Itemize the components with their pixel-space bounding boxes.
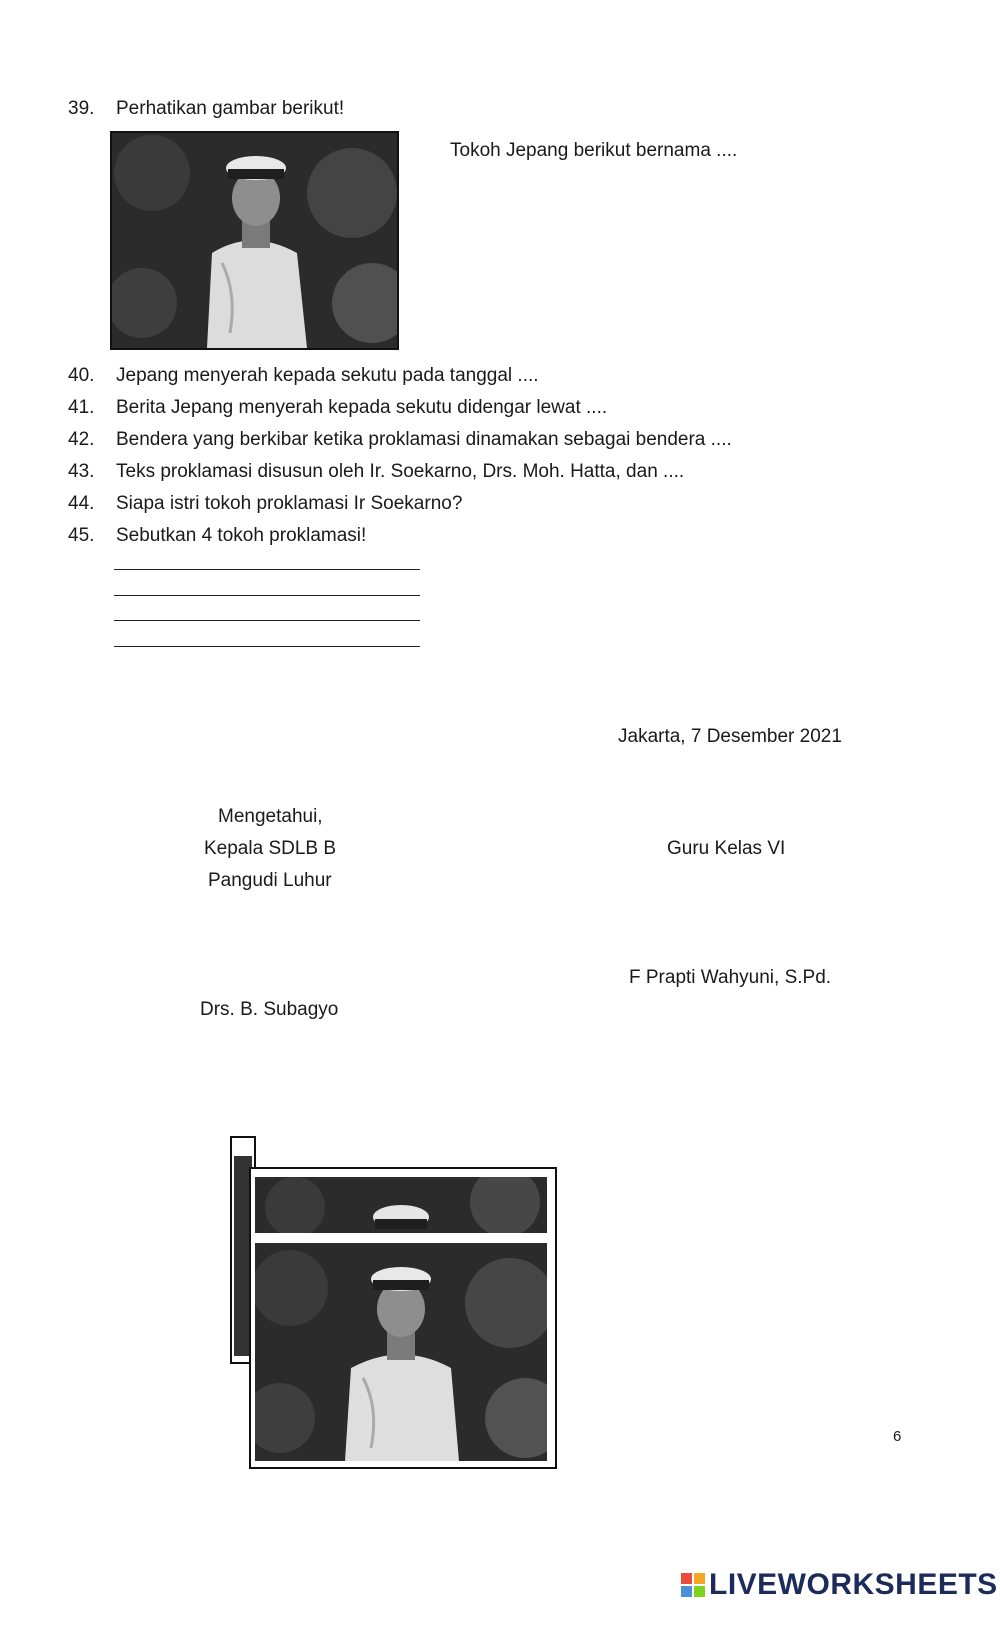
question-number: 40. — [68, 365, 95, 386]
question-40 — [68, 364, 539, 388]
question-text: Bendera yang berkibar ketika proklamasi dinamakan sebagai bendera .... — [116, 429, 732, 450]
answer-line-1[interactable] — [114, 569, 420, 570]
question-text: Perhatikan gambar berikut! — [116, 98, 345, 119]
question-number: 41. — [68, 397, 95, 418]
acknowledged-label: Mengetahui, — [218, 806, 323, 827]
answer-line-2[interactable] — [114, 595, 420, 596]
principal-title: Kepala SDLB B — [204, 838, 337, 859]
question-number: 42. — [68, 429, 95, 450]
question-text: Berita Jepang menyerah kepada sekutu didengar lewat .... — [116, 397, 608, 418]
question-number: 44. — [68, 493, 95, 514]
officer-portrait-photo-top — [255, 1177, 547, 1233]
question-39-prompt: Tokoh Jepang berikut bernama .... — [450, 140, 738, 161]
answer-line-3[interactable] — [114, 620, 420, 621]
photo-image — [112, 133, 397, 348]
brand-name: LIVEWORKSHEETS — [709, 1568, 998, 1601]
question-42 — [68, 428, 732, 452]
question-44 — [68, 492, 462, 516]
place-date: Jakarta, 7 Desember 2021 — [618, 726, 842, 747]
question-text: Siapa istri tokoh proklamasi Ir Soekarno? — [116, 493, 463, 514]
page-number: 6 — [893, 1428, 902, 1445]
question-text: Teks proklamasi disusun oleh Ir. Soekarno, Drs. Moh. Hatta, dan .... — [116, 461, 685, 482]
question-text: Sebutkan 4 tokoh proklamasi! — [116, 525, 367, 546]
teacher-title: Guru Kelas VI — [667, 838, 786, 859]
question-number: 39. — [68, 98, 95, 119]
question-43 — [68, 460, 684, 484]
officer-portrait-photo — [110, 131, 399, 350]
photo-image — [255, 1177, 547, 1233]
question-number: 43. — [68, 461, 95, 482]
school-name: Pangudi Luhur — [208, 870, 332, 891]
question-text: Jepang menyerah kepada sekutu pada tanggal .... — [116, 365, 539, 386]
question-45 — [68, 524, 366, 548]
question-41 — [68, 396, 607, 420]
photo-image — [255, 1243, 547, 1461]
liveworksheets-logo-icon — [681, 1573, 705, 1597]
teacher-name: F Prapti Wahyuni, S.Pd. — [629, 967, 832, 988]
answer-line-4[interactable] — [114, 646, 420, 647]
brand-logo — [681, 1568, 998, 1602]
photo-stack — [249, 1167, 557, 1469]
officer-portrait-photo-bottom — [255, 1241, 547, 1461]
question-number: 45. — [68, 525, 95, 546]
question-39 — [68, 97, 344, 121]
principal-name: Drs. B. Subagyo — [200, 999, 339, 1020]
